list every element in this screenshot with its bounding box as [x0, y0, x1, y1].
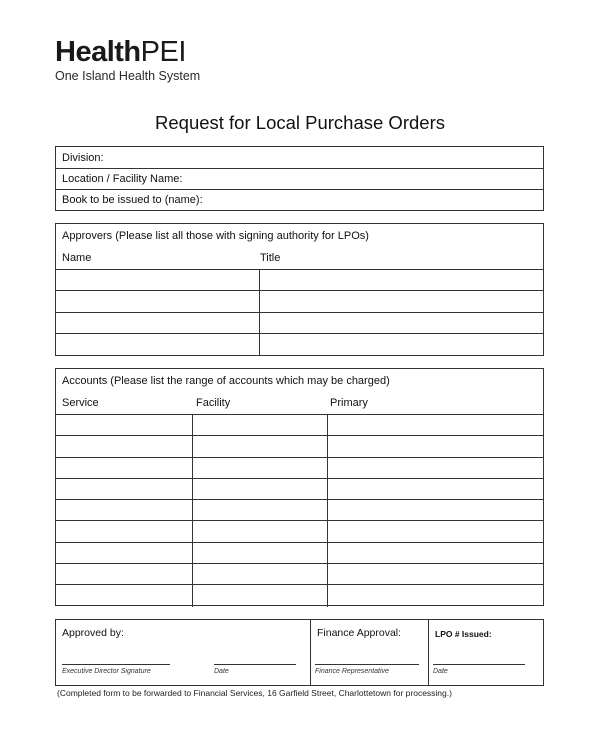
- health-pei-logo: [55, 36, 200, 83]
- lpo-issued-label: LPO # Issued:: [435, 629, 492, 639]
- location-field[interactable]: [56, 169, 543, 190]
- info-section: [55, 146, 544, 211]
- account-row: [56, 436, 543, 457]
- finance-approval-area: [311, 620, 429, 685]
- accounts-col-facility: Facility: [196, 396, 231, 409]
- facility-cell[interactable]: [193, 564, 328, 584]
- book-issued-field[interactable]: [56, 190, 543, 210]
- lpo-issued-area: [429, 620, 543, 685]
- approver-title-cell[interactable]: [260, 334, 543, 355]
- facility-cell[interactable]: [193, 543, 328, 563]
- logo-wordmark: [55, 36, 200, 68]
- approver-title-cell[interactable]: [260, 270, 543, 290]
- approver-title-cell[interactable]: [260, 291, 543, 311]
- primary-cell[interactable]: [328, 415, 543, 435]
- accounts-heading: Accounts (Please list the range of accounts which may be charged): [62, 375, 390, 387]
- primary-cell[interactable]: [328, 500, 543, 520]
- service-cell[interactable]: [56, 500, 193, 520]
- footer-note: (Completed form to be forwarded to Financial Services, 16 Garfield Street, Charlottetown for processing.): [57, 688, 452, 698]
- accounts-section: [55, 368, 544, 606]
- logo-bold-text: Health: [55, 36, 141, 68]
- exec-date-caption: Date: [214, 668, 229, 675]
- location-label: Location / Facility Name:: [62, 173, 183, 185]
- accounts-col-service: Service: [62, 396, 99, 409]
- service-cell[interactable]: [56, 458, 193, 478]
- accounts-col-primary: Primary: [330, 396, 368, 409]
- approvers-col-title: Title: [260, 251, 281, 264]
- facility-cell[interactable]: [193, 458, 328, 478]
- approval-section: [55, 619, 544, 686]
- facility-cell[interactable]: [193, 415, 328, 435]
- primary-cell[interactable]: [328, 543, 543, 563]
- approvers-heading: Approvers (Please list all those with signing authority for LPOs): [62, 230, 369, 242]
- service-cell[interactable]: [56, 479, 193, 499]
- approved-by-area: [56, 620, 311, 685]
- account-row: [56, 585, 543, 606]
- approved-by-label: Approved by:: [62, 627, 124, 639]
- service-cell[interactable]: [56, 521, 193, 541]
- service-cell[interactable]: [56, 585, 193, 606]
- logo-regular-text: PEI: [140, 36, 186, 68]
- approver-name-cell[interactable]: [56, 334, 260, 355]
- account-row: [56, 458, 543, 479]
- approver-name-cell[interactable]: [56, 270, 260, 290]
- lpo-date-line[interactable]: [433, 664, 525, 665]
- form-title: Request for Local Purchase Orders: [155, 112, 445, 133]
- account-row: [56, 415, 543, 436]
- account-row: [56, 543, 543, 564]
- service-cell[interactable]: [56, 564, 193, 584]
- account-row: [56, 564, 543, 585]
- primary-cell[interactable]: [328, 521, 543, 541]
- approver-row: [56, 270, 543, 291]
- primary-cell[interactable]: [328, 564, 543, 584]
- approver-row: [56, 334, 543, 355]
- approver-row: [56, 313, 543, 334]
- primary-cell[interactable]: [328, 479, 543, 499]
- approvers-column-headers: [56, 246, 543, 270]
- service-cell[interactable]: [56, 415, 193, 435]
- service-cell[interactable]: [56, 543, 193, 563]
- division-label: Division:: [62, 151, 104, 164]
- facility-cell[interactable]: [193, 479, 328, 499]
- book-issued-label: Book to be issued to (name):: [62, 194, 203, 206]
- division-field[interactable]: [56, 147, 543, 169]
- approver-name-cell[interactable]: [56, 313, 260, 333]
- exec-signature-line[interactable]: [62, 664, 170, 665]
- approvers-col-name: Name: [62, 251, 92, 264]
- finance-rep-line[interactable]: [315, 664, 419, 665]
- service-cell[interactable]: [56, 436, 193, 456]
- account-row: [56, 521, 543, 542]
- approver-name-cell[interactable]: [56, 291, 260, 311]
- account-row: [56, 500, 543, 521]
- account-row: [56, 479, 543, 500]
- approvers-section: [55, 223, 544, 356]
- primary-cell[interactable]: [328, 436, 543, 456]
- finance-approval-label: Finance Approval:: [317, 627, 402, 639]
- exec-signature-caption: Executive Director Signature: [62, 668, 151, 675]
- primary-cell[interactable]: [328, 458, 543, 478]
- logo-subtitle: One Island Health System: [55, 69, 201, 83]
- lpo-date-caption: Date: [433, 668, 448, 675]
- approver-row: [56, 291, 543, 312]
- facility-cell[interactable]: [193, 585, 328, 606]
- accounts-column-headers: [56, 391, 543, 415]
- facility-cell[interactable]: [193, 436, 328, 456]
- finance-rep-caption: Finance Representative: [315, 668, 389, 675]
- exec-date-line[interactable]: [214, 664, 296, 665]
- facility-cell[interactable]: [193, 521, 328, 541]
- facility-cell[interactable]: [193, 500, 328, 520]
- primary-cell[interactable]: [328, 585, 543, 606]
- approver-title-cell[interactable]: [260, 313, 543, 333]
